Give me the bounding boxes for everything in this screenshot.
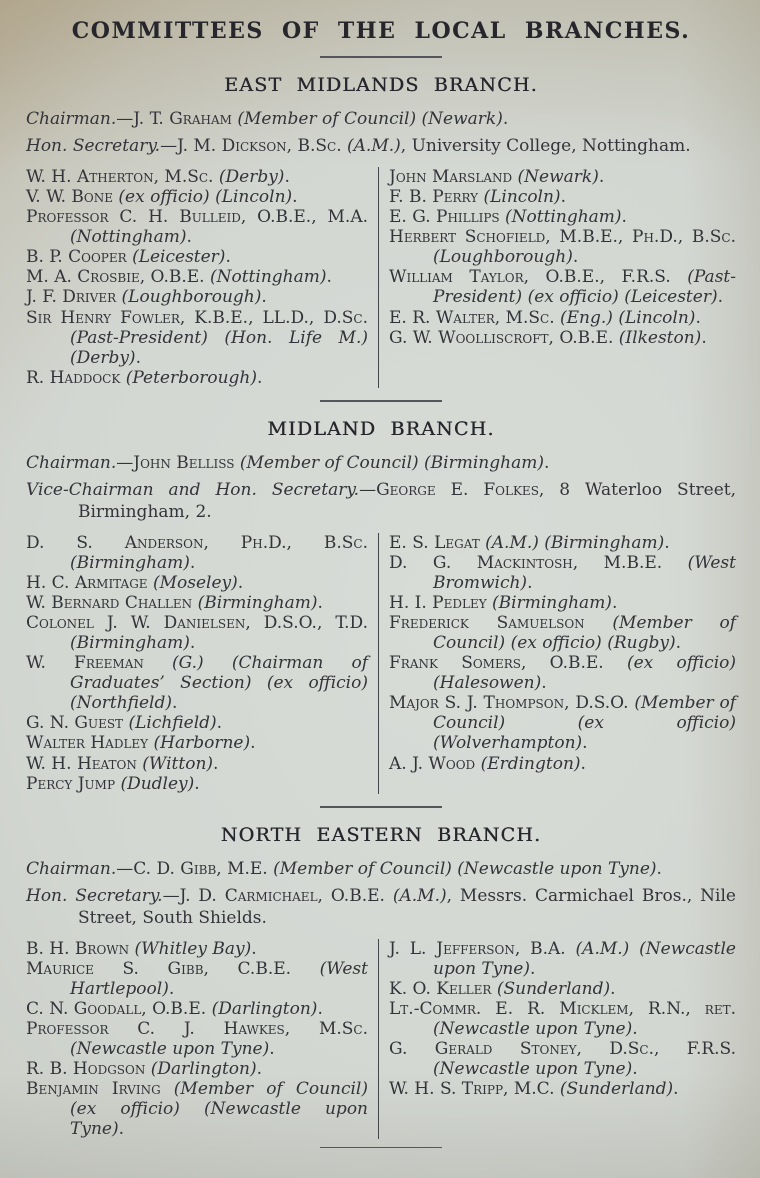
member-entry [389, 939, 736, 979]
member-entry [389, 553, 736, 593]
bottom-divider [320, 1147, 442, 1148]
text-run: (A.M.) [485, 532, 539, 553]
officer-line [26, 885, 736, 929]
text-run: William Taylor, O.B.E., F.R.S. [389, 267, 688, 288]
text-run: (Rugby) [607, 633, 676, 654]
text-run: B. H. Brown [26, 938, 135, 959]
branch-section [26, 56, 736, 388]
text-run: . [194, 773, 200, 794]
member-entry [389, 308, 736, 328]
text-run: (Newcastle upon Tyne) [70, 1039, 270, 1060]
member-column [378, 939, 736, 1139]
text-run: . [118, 1119, 124, 1140]
member-column [26, 533, 378, 794]
text-run: — [116, 858, 134, 879]
text-run: M. A. Crosbie, O.B.E. [26, 267, 210, 288]
member-entry [389, 167, 736, 187]
text-run: R. Haddock [26, 367, 126, 388]
member-entry [26, 1019, 368, 1059]
text-run: . [213, 753, 219, 774]
member-entry [26, 207, 368, 247]
text-run: (Past-President) [433, 267, 736, 308]
member-entry [26, 308, 368, 368]
text-run: (G.) [172, 653, 204, 674]
officer-line [26, 452, 736, 474]
text-run [180, 1099, 204, 1119]
text-run: (Newcastle upon Tyne) [433, 1019, 633, 1040]
member-entry [26, 754, 368, 774]
text-run: . [675, 633, 682, 654]
member-column [378, 167, 736, 388]
text-run: (Sunderland) [496, 978, 611, 999]
text-run: (Member of Council) (Newark) [237, 109, 503, 129]
text-run: — [162, 885, 180, 906]
text-run: John Marsland [389, 167, 518, 188]
text-run: G. Gerald Stoney, D.Sc., F.R.S. [389, 1039, 736, 1060]
text-run: . [172, 693, 178, 714]
text-run: John Belliss [133, 452, 240, 473]
text-run: (Birmingham) [492, 593, 612, 614]
text-run: (Nottingham) [70, 227, 187, 248]
member-entry [26, 959, 368, 999]
text-run: (Whitley Bay) [134, 938, 252, 959]
member-entry [389, 1039, 736, 1079]
text-run: W. H. S. Tripp, M.C. [389, 1079, 560, 1100]
text-run: . [621, 207, 627, 228]
text-run: (A.M.) [392, 885, 447, 906]
officer-line [26, 479, 736, 523]
text-run: . [250, 733, 256, 754]
text-run: E. R. Walter, M.Sc. [389, 307, 561, 328]
member-entry [26, 653, 368, 713]
text-run: . [216, 713, 223, 734]
text-run: V. W. Bone [26, 187, 119, 208]
branch-officers [26, 108, 736, 157]
text-run: . [168, 978, 175, 999]
text-run: (West Hartlepool) [70, 958, 368, 999]
text-run: F. B. Perry [389, 187, 484, 208]
text-run: (Eng.) [560, 307, 613, 328]
text-run: . [284, 167, 290, 188]
text-run [251, 673, 266, 693]
text-run: — [359, 479, 377, 500]
branch-columns [26, 939, 736, 1139]
text-run: (ex officio) [118, 187, 210, 208]
text-run: C. D. Gibb, M.E. [133, 858, 274, 879]
officer-line [26, 108, 736, 130]
text-run: (Lincoln) [215, 187, 293, 208]
text-run: (Dudley) [120, 773, 195, 794]
text-run: (Loughborough) [121, 287, 262, 308]
text-run: (Witton) [142, 753, 214, 774]
text-run: E. G. Phillips [389, 207, 506, 228]
officer-line [26, 135, 736, 157]
text-run: (Newcastle upon Tyne) [433, 1059, 633, 1080]
text-run: K. O. Keller [389, 978, 497, 999]
branch-officers [26, 452, 736, 523]
text-run: (Lincoln) [483, 187, 561, 208]
text-run: (Harborne) [153, 733, 251, 754]
text-run: . [326, 267, 332, 288]
text-run: Chairman. [26, 452, 117, 473]
member-entry [26, 287, 368, 307]
text-run: (Birmingham) [544, 532, 665, 553]
text-run: . [186, 227, 192, 248]
text-run: J. F. Driver [26, 287, 122, 308]
member-entry [389, 187, 736, 207]
text-run: . [541, 673, 547, 694]
text-run: (Derby) [70, 347, 136, 368]
member-entry [26, 533, 368, 573]
branch-heading: EAST MIDLANDS BRANCH. [224, 74, 538, 96]
text-run: (ex officio) [510, 633, 602, 654]
text-run: . [189, 553, 196, 574]
text-run: (West Bromwich) [433, 553, 736, 594]
text-run: Herbert Schofield, M.B.E., Ph.D., B.Sc. [389, 227, 736, 248]
text-run: (Northfield) [70, 693, 172, 714]
member-entry [389, 1079, 736, 1099]
text-run [505, 713, 578, 733]
text-run: , 8 Waterloo Street, Birmingham, 2. [78, 479, 737, 522]
text-run: A. J. Wood [389, 753, 481, 774]
member-entry [389, 227, 736, 267]
branches [26, 56, 736, 1139]
member-column [378, 533, 736, 794]
text-run: (Sunderland) [559, 1079, 674, 1100]
text-run: (Moseley) [152, 573, 238, 594]
member-entry [26, 733, 368, 753]
text-run: (A.M.) [347, 136, 401, 157]
section-divider [320, 806, 442, 808]
branch-heading: NORTH EASTERN BRANCH. [220, 823, 542, 846]
text-run: . [256, 1059, 263, 1080]
text-run: (Nottingham) [209, 267, 327, 288]
member-entry [389, 533, 736, 553]
member-entry [26, 247, 368, 267]
text-run: (ex officio) [266, 673, 368, 694]
text-run: — [116, 452, 134, 473]
text-run: . [632, 1019, 638, 1040]
text-run: (Darlington) [150, 1059, 257, 1080]
member-entry [389, 613, 736, 653]
text-run: . [502, 109, 509, 129]
text-run: (Lichfield) [128, 713, 217, 734]
text-run: J. L. Jefferson, B.A. [389, 938, 576, 959]
section-divider [320, 400, 442, 402]
text-run: (Newcastle upon Tyne) [433, 938, 736, 979]
branch-section [26, 400, 736, 794]
page-title: COMMITTEES OF THE LOCAL BRANCHES. [71, 18, 691, 44]
text-run: . [582, 733, 588, 754]
text-run [629, 939, 639, 959]
text-run: . [257, 367, 263, 388]
member-entry [389, 207, 736, 227]
member-entry [26, 187, 368, 207]
text-run: (Derby) [218, 167, 285, 188]
text-run: (Member of Council) [433, 693, 736, 734]
text-run: . [317, 999, 323, 1020]
text-run: Frank Somers, O.B.E. [389, 653, 627, 674]
text-run: J. T. Graham [133, 109, 238, 129]
text-run: Chairman. [26, 109, 117, 129]
text-run: (Darlington) [211, 999, 318, 1020]
text-run: W. Freeman [26, 653, 173, 674]
member-entry [26, 613, 368, 653]
text-run: R. B. Hodgson [26, 1059, 151, 1080]
text-run [208, 328, 225, 348]
text-run: . [527, 573, 533, 594]
member-entry [26, 267, 368, 287]
text-run: — [160, 136, 178, 157]
text-run: (Past-President) [70, 327, 208, 348]
text-run: Professor C. J. Hawkes, M.Sc. [26, 1019, 368, 1040]
text-run: (A.M.) [575, 938, 630, 959]
text-run: Professor C. H. Bulleid, O.B.E., M.A. [26, 207, 368, 228]
text-run: . [598, 167, 605, 188]
text-run: (Member of Council) [173, 1079, 368, 1100]
text-run: (Birmingham) [197, 593, 318, 614]
member-entry [389, 979, 736, 999]
text-run: Major S. J. Thompson, D.S.O. [389, 693, 635, 714]
text-run: (Chairman of Graduates’ Section) [70, 653, 368, 694]
text-run: (Birmingham) [70, 553, 190, 574]
text-run: J. D. Carmichael, O.B.E. [179, 885, 393, 906]
text-run: Benjamin Irving [26, 1079, 174, 1100]
text-run: Sir Henry Fowler, K.B.E., LL.D., D.Sc. [26, 307, 368, 328]
text-run: (Ilkeston) [618, 327, 702, 348]
text-run: Frederick Samuelson [389, 613, 613, 634]
text-run: . [656, 858, 662, 879]
member-entry [26, 1079, 368, 1139]
text-run: . [251, 938, 257, 959]
member-entry [389, 267, 736, 307]
text-run: (ex officio) [70, 1099, 180, 1120]
member-column [26, 939, 378, 1139]
text-run: Lt.-Commr. E. R. Micklem, R.N., ret. [389, 999, 736, 1020]
text-run: . [261, 287, 267, 308]
branch-columns [26, 533, 736, 794]
text-run: Maurice S. Gibb, C.B.E. [26, 958, 320, 979]
text-run: (Wolverhampton) [433, 733, 583, 754]
text-run: (Newcastle upon Tyne) [70, 1099, 368, 1140]
text-run: W. H. Atherton, M.Sc. [26, 167, 219, 188]
member-entry [389, 754, 736, 774]
text-run: . [530, 958, 536, 979]
text-run: . [269, 1039, 275, 1060]
member-entry [26, 774, 368, 794]
section-divider [320, 56, 442, 58]
text-run: . [580, 753, 586, 774]
text-run: (Hon. Life M.) [224, 327, 368, 348]
text-run: (Lincoln) [618, 307, 696, 328]
text-run: , Messrs. Carmichael Bros., Nile Street, South Shields. [78, 885, 736, 928]
member-entry [26, 167, 368, 187]
officer-line [26, 858, 736, 880]
text-run: H. C. Armitage [26, 573, 153, 594]
text-run: . [611, 593, 618, 614]
text-run: G. N. Guest [26, 713, 129, 734]
text-run: H. I. Pedley [389, 593, 493, 614]
text-run: . [695, 307, 701, 328]
member-entry [26, 999, 368, 1019]
text-run: (ex officio) [577, 713, 736, 734]
member-entry [389, 328, 736, 348]
text-run: . [317, 593, 323, 614]
text-run: (Peterborough) [125, 367, 258, 388]
member-entry [26, 939, 368, 959]
text-run: (Member of Council) (Birmingham) [239, 452, 544, 473]
member-entry [26, 573, 368, 593]
member-entry [26, 368, 368, 388]
text-run: D. S. Anderson, Ph.D., B.Sc. [26, 532, 368, 553]
text-run: . [225, 247, 231, 268]
branch-officers [26, 858, 736, 929]
text-run: (Halesowen) [433, 673, 542, 694]
text-run: (Birmingham) [70, 633, 190, 654]
member-entry [389, 653, 736, 693]
member-entry [389, 693, 736, 753]
text-run: . [717, 287, 723, 308]
text-run: . [189, 633, 196, 654]
text-run: . [572, 247, 579, 268]
text-run: . [610, 978, 616, 999]
text-run: . [237, 573, 244, 594]
text-run: E. S. Legat [389, 532, 486, 553]
text-run: B. P. Cooper [26, 247, 133, 268]
text-run: Hon. Secretary. [26, 136, 161, 157]
text-run: (ex officio) [626, 653, 736, 674]
text-run: G. W. Woolliscroft, O.B.E. [389, 327, 619, 348]
branch-columns [26, 167, 736, 388]
branch-heading: MIDLAND BRANCH. [267, 417, 495, 440]
text-run: J. M. Dickson, B.Sc. [177, 136, 348, 157]
text-run: . [560, 187, 566, 208]
text-run: (Newark) [517, 167, 599, 188]
member-entry [26, 1059, 368, 1079]
text-run: (Member of Council) (Newcastle upon Tyne) [273, 858, 657, 879]
text-run: Colonel J. W. Danielsen, D.S.O., T.D. [26, 613, 368, 634]
text-run: Vice-Chairman and Hon. Secretary. [26, 479, 360, 500]
text-run: (Erdington) [480, 753, 581, 774]
text-run: Hon. Secretary. [26, 885, 163, 906]
text-run: George E. Folkes [376, 479, 539, 500]
text-run: W. H. Heaton [26, 753, 143, 774]
text-run: C. N. Goodall, O.B.E. [26, 999, 212, 1020]
text-run: (Leicester) [132, 247, 226, 268]
text-run: . [292, 187, 298, 208]
member-entry [389, 999, 736, 1039]
member-entry [389, 593, 736, 613]
text-run: Walter Hadley [26, 733, 154, 754]
text-run: . [701, 327, 707, 348]
text-run: . [673, 1079, 679, 1100]
text-run: . [543, 452, 550, 473]
text-run: W. Bernard Challen [26, 593, 198, 614]
text-run: D. G. Mackintosh, M.B.E. [389, 553, 688, 574]
member-column [26, 167, 378, 388]
text-run: (ex officio) [527, 287, 619, 308]
text-run: (Leicester) [624, 287, 718, 308]
text-run: Percy Jump [26, 773, 121, 794]
text-run: — [116, 109, 134, 129]
text-run: (Loughborough) [433, 247, 573, 268]
text-run: (Nottingham) [505, 207, 622, 228]
text-run: (Member of Council) [433, 613, 736, 654]
text-run: , University College, Nottingham. [400, 136, 691, 157]
member-entry [26, 593, 368, 613]
branch-section [26, 806, 736, 1140]
member-entry [26, 713, 368, 733]
text-run [204, 653, 232, 673]
text-run: . [632, 1059, 638, 1080]
text-run: Chairman. [26, 858, 117, 879]
text-run: . [664, 532, 670, 553]
text-run: . [135, 347, 141, 368]
